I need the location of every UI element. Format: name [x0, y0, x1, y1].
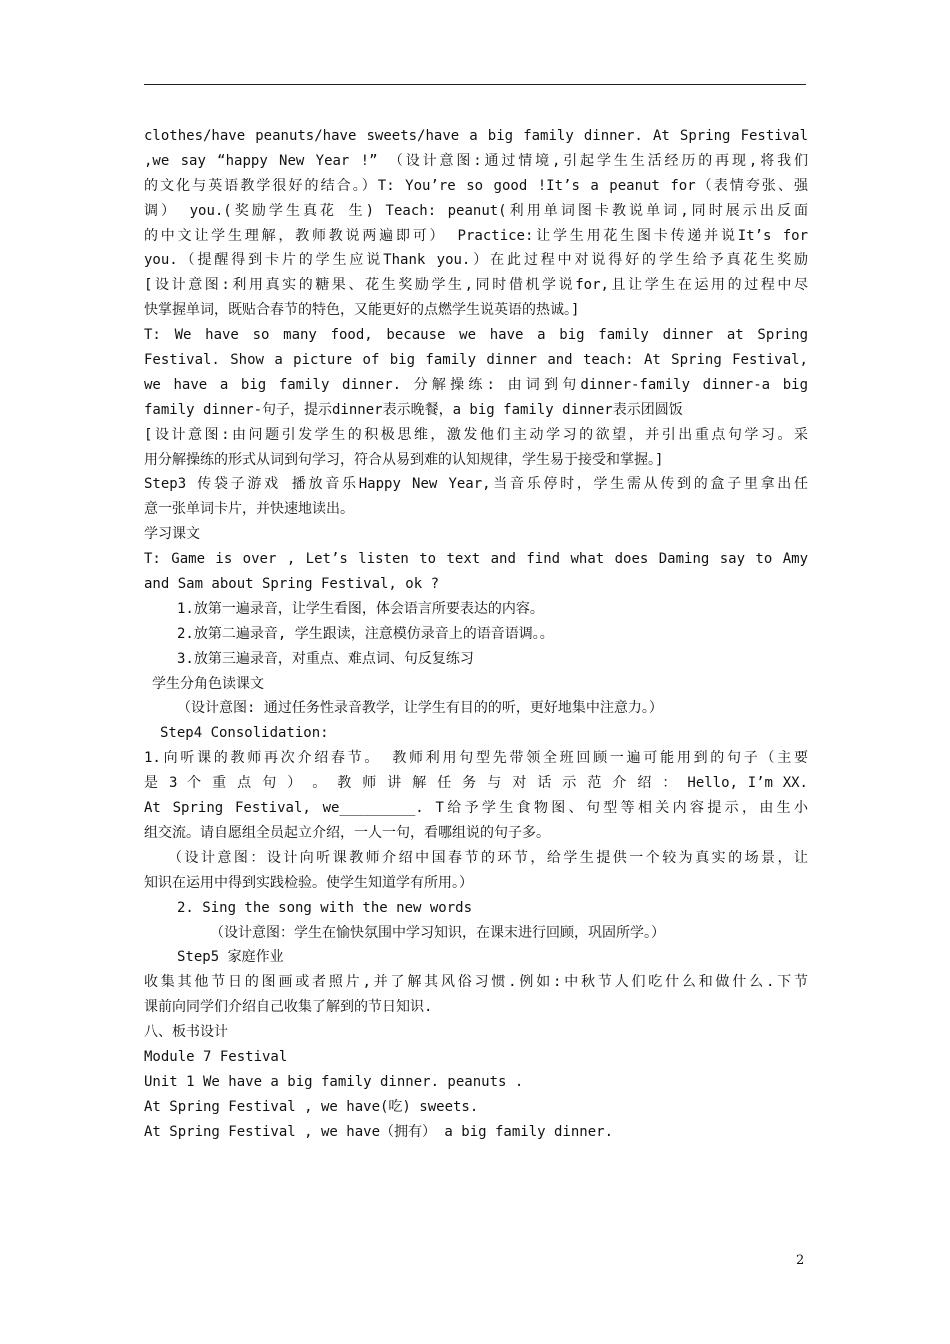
text-line: 1.向听课的教师再次介绍春节。 教师利用句型先带领全班回顾一遍可能用到的句子（主要: [144, 750, 808, 767]
text-line: 的中文让学生理解，教师教说两遍即可） Practice:让学生用花生图卡传递并说It’s for: [144, 227, 808, 244]
text-line: 知识在运用中得到实践检验。使学生知道学有所用。）: [144, 874, 473, 891]
header-rule: [144, 84, 806, 85]
text-line: （设计意图: 通过任务性录音教学，让学生有目的的听，更好地集中注意力。）: [177, 700, 663, 717]
text-line: Step4 Consolidation:: [160, 725, 329, 742]
page-number: 2: [796, 1253, 805, 1268]
text-line: At Spring Festival , we have(吃) sweets.: [144, 1098, 479, 1115]
text-line: ,we say “happy New Year !” （设计意图:通过情境,引起学生生活经历的再现,将我们: [144, 152, 808, 169]
text-line: [设计意图:由问题引发学生的积极思维，激发他们主动学习的欲望，并引出重点句学习。采: [144, 426, 808, 443]
text-line: 3.放第三遍录音，对重点、难点词、句反复练习: [177, 650, 474, 667]
text-line: 的文化与英语教学很好的结合。）T: You’re so good !It’s a peanut for（表情夸张、强: [144, 177, 808, 194]
text-line: you.（提醒得到卡片的学生应说Thank you.）在此过程中对说得好的学生给予真花生奖励: [144, 252, 808, 269]
text-line: 组交流。请自愿组全员起立介绍，一人一句，看哪组说的句子多。: [144, 824, 550, 841]
text-line: we have a big family dinner. 分解操练: 由词到句dinner-family dinner-a big: [144, 376, 808, 393]
text-line: 学生分角色读课文: [152, 675, 264, 692]
text-line: 意一张单词卡片，并快速地读出。: [144, 501, 354, 518]
text-line: and Sam about Spring Festival, ok ?: [144, 576, 440, 593]
text-line: 收集其他节日的图画或者照片,并了解其风俗习惯.例如:中秋节人们吃什么和做什么.下节: [144, 974, 808, 991]
text-line: Step5 家庭作业: [177, 949, 284, 966]
text-line: [设计意图:利用真实的糖果、花生奖励学生,同时借机学说for,且让学生在运用的过程中尽: [144, 277, 808, 294]
text-line: clothes/have peanuts/have sweets/have a big family dinner. At Spring Festival: [144, 128, 808, 144]
text-line: 1.放第一遍录音，让学生看图，体会语言所要表达的内容。: [177, 600, 544, 617]
text-line: 调） you.(奖励学生真花 生) Teach: peanut(利用单词图卡教说单词,同时展示出反面: [144, 202, 808, 219]
text-line: T: Game is over , Let’s listen to text and find what does Daming say to Amy: [144, 551, 808, 568]
text-line: Unit 1 We have a big family dinner. peanuts .: [144, 1073, 524, 1090]
text-line: 八、板书设计: [144, 1024, 228, 1041]
text-line: 快掌握单词，既贴合春节的特色，又能更好的点燃学生说英语的热诚。]: [144, 302, 580, 319]
text-line: Module 7 Festival: [144, 1048, 288, 1065]
text-line: 是 3 个 重 点 句 ） 。 教 师 讲 解 任 务 与 对 话 示 范 介 绍 ： Hello, I’m XX.: [144, 775, 808, 792]
text-line: At Spring Festival, we_________. T给予学生食物图、句型等相关内容提示，由生小: [144, 800, 808, 817]
text-line: 课前向同学们介绍自己收集了解到的节日知识.: [144, 999, 433, 1016]
text-line: 2. Sing the song with the new words: [177, 899, 473, 916]
text-line: 用分解操练的形式从词到句学习，符合从易到难的认知规律，学生易于接受和掌握。]: [144, 451, 664, 468]
document-body: [144, 124, 808, 1145]
text-line: Festival. Show a picture of big family dinner and teach: At Spring Festival,: [144, 352, 808, 369]
text-line: 2.放第二遍录音, 学生跟读，注意模仿录音上的语音语调。。: [177, 625, 554, 642]
text-line: Step3 传袋子游戏 播放音乐Happy New Year,当音乐停时，学生需从传到的盒子里拿出任: [144, 476, 808, 493]
text-line: At Spring Festival , we have（拥有） a big family dinner.: [144, 1123, 614, 1140]
text-line: （设计意图：设计向听课教师介绍中国春节的环节，给学生提供一个较为真实的场景，让: [168, 849, 808, 866]
text-line: （设计意图：学生在愉快氛围中学习知识，在课末进行回顾，巩固所学。）: [210, 924, 665, 941]
text-line: T: We have so many food, because we have a big family dinner at Spring: [144, 327, 808, 344]
text-line: 学习课文: [144, 526, 200, 543]
text-line: family dinner-句子，提示dinner表示晚餐，a big family dinner表示团圆饭: [144, 401, 683, 418]
